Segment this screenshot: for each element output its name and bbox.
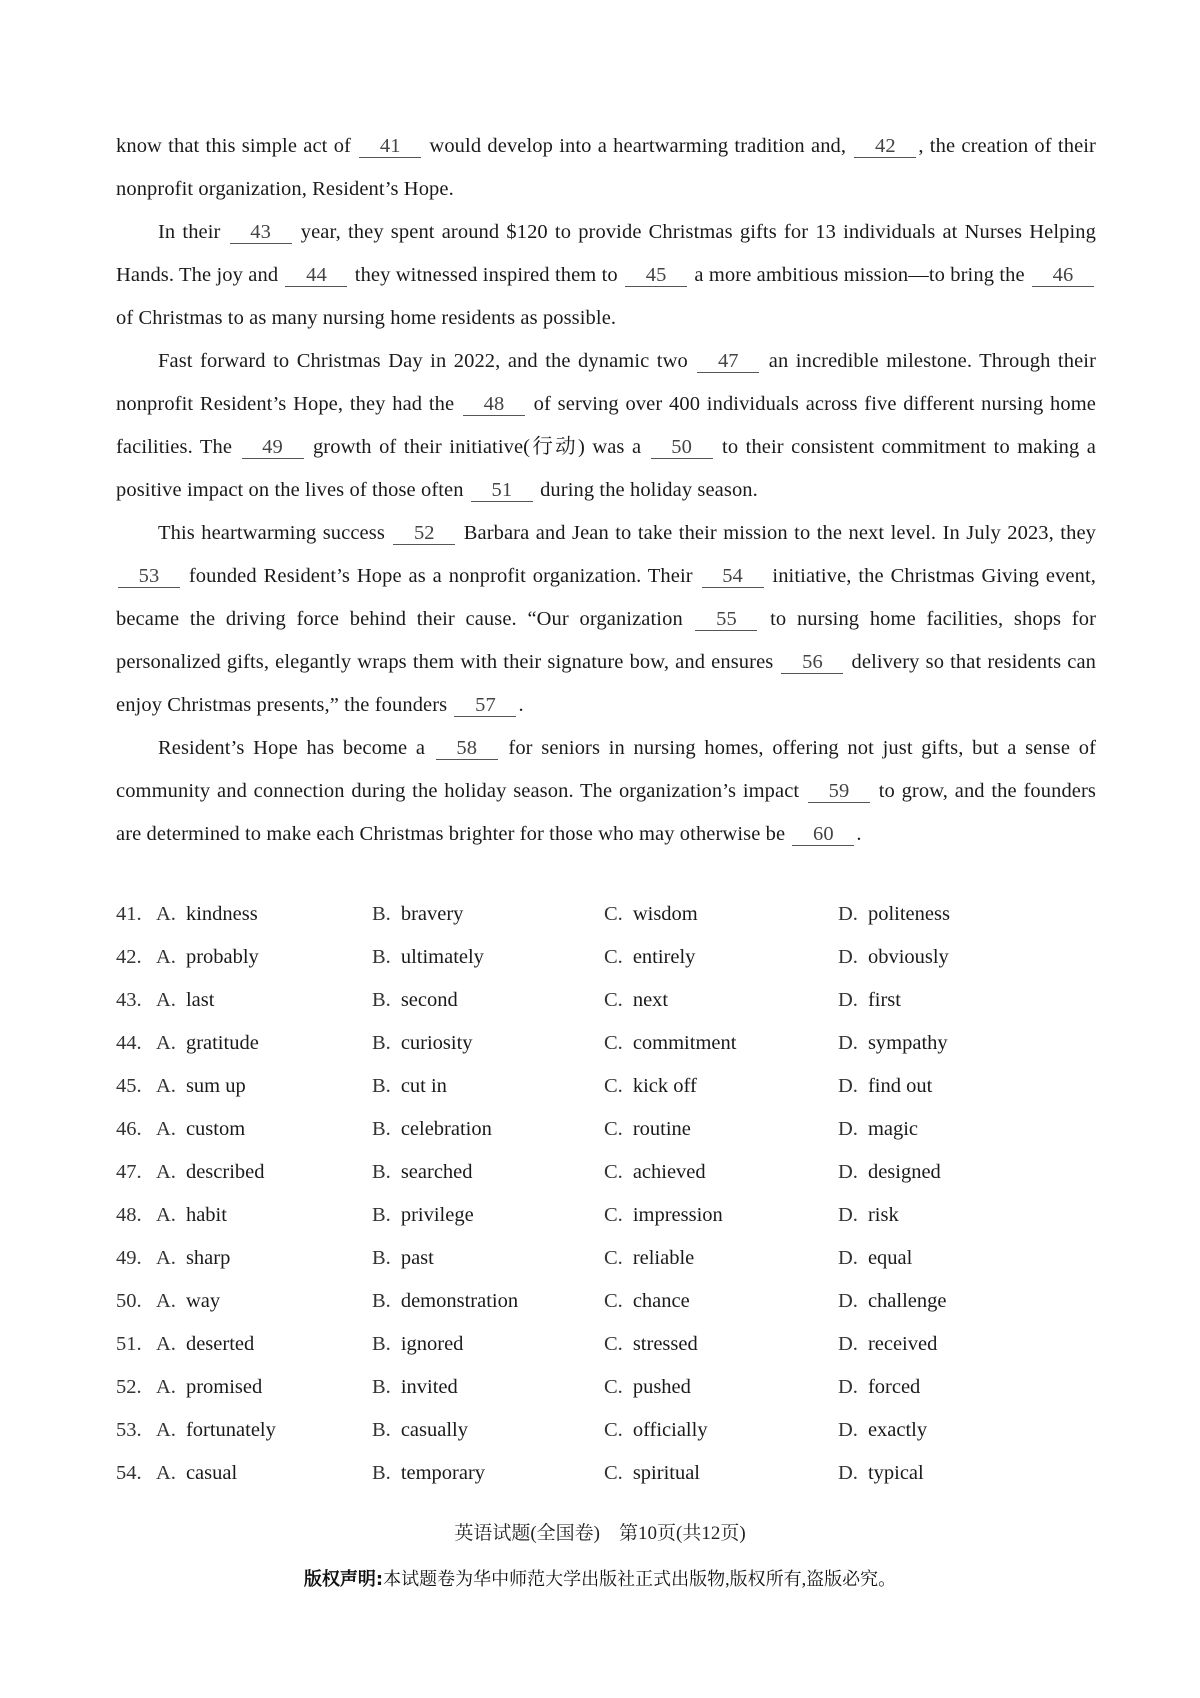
question-row [116, 1323, 1096, 1366]
option-text: designed [867, 1161, 941, 1183]
passage-text: This heartwarming success [158, 522, 392, 544]
option-text: pushed [632, 1376, 691, 1398]
option-b [372, 1151, 473, 1194]
option-text: deserted [185, 1333, 255, 1355]
option-label: C. [604, 1290, 623, 1312]
option-a [156, 1280, 220, 1323]
option-label: D. [838, 946, 858, 968]
option-b [372, 936, 484, 979]
option-a [156, 936, 259, 979]
option-label: D. [838, 1419, 858, 1441]
option-b [372, 1409, 468, 1452]
option-text: demonstration [400, 1290, 519, 1312]
passage-text: for seniors in nursing homes, offering not just gifts, but a sense of community and connection during the holiday season. The organization’s impact [116, 737, 1097, 802]
question-number: 41. [116, 903, 142, 925]
option-text: cut in [400, 1075, 447, 1097]
option-text: second [400, 989, 458, 1011]
option-text: last [185, 989, 215, 1011]
option-text: challenge [867, 1290, 947, 1312]
question-number: 46. [116, 1118, 142, 1140]
option-text: first [867, 989, 901, 1011]
option-c [604, 1452, 700, 1495]
option-text: temporary [400, 1462, 486, 1484]
question-number: 44. [116, 1032, 142, 1054]
option-d [838, 1409, 927, 1452]
blank-41: 41 [359, 135, 421, 158]
option-text: exactly [867, 1419, 928, 1441]
passage-text: initiative, the Christmas Giving event, became the driving force behind their cause. “Our organization [116, 565, 1096, 630]
option-label: B. [372, 1290, 391, 1312]
option-b [372, 893, 463, 936]
passage-paragraph [116, 340, 1096, 512]
option-label: D. [838, 1333, 858, 1355]
option-label: A. [156, 1161, 176, 1183]
option-c [604, 1409, 708, 1452]
option-label: C. [604, 1247, 623, 1269]
option-a [156, 1323, 254, 1366]
option-text: sympathy [867, 1032, 948, 1054]
passage-text: an incredible milestone. Through their nonprofit Resident’s Hope, they had the [116, 350, 1096, 415]
option-text: next [632, 989, 669, 1011]
option-a [156, 979, 214, 1022]
blank-59: 59 [808, 780, 870, 803]
option-d [838, 1108, 918, 1151]
option-d [838, 1452, 924, 1495]
passage-text: of serving over 400 individuals across five different nursing home facilities. The [116, 393, 1096, 458]
passage-paragraph [116, 727, 1096, 856]
option-text: probably [185, 946, 259, 968]
option-label: B. [372, 1333, 391, 1355]
option-label: B. [372, 1032, 391, 1054]
blank-49: 49 [242, 436, 304, 459]
passage [116, 125, 1096, 856]
option-a [156, 1194, 227, 1237]
option-label: D. [838, 1247, 858, 1269]
option-text: routine [632, 1118, 691, 1140]
option-label: C. [604, 1075, 623, 1097]
option-d [838, 1366, 920, 1409]
option-text: curiosity [400, 1032, 473, 1054]
option-text: sharp [185, 1247, 231, 1269]
passage-text: of Christmas to as many nursing home residents as possible. [116, 307, 617, 329]
option-text: invited [400, 1376, 458, 1398]
blank-53: 53 [118, 565, 180, 588]
option-label: C. [604, 1333, 623, 1355]
question-number: 54. [116, 1462, 142, 1484]
option-c [604, 1323, 698, 1366]
question-number: 51. [116, 1333, 142, 1355]
blank-44: 44 [285, 264, 347, 287]
option-b [372, 1065, 447, 1108]
option-label: B. [372, 1419, 391, 1441]
option-text: stressed [632, 1333, 698, 1355]
option-d [838, 1237, 912, 1280]
option-label: C. [604, 1161, 623, 1183]
option-label: A. [156, 989, 176, 1011]
question-row [116, 936, 1096, 979]
option-b [372, 1022, 473, 1065]
option-a [156, 1065, 246, 1108]
option-label: A. [156, 1419, 176, 1441]
option-label: D. [838, 1462, 858, 1484]
blank-45: 45 [625, 264, 687, 287]
page-footer [0, 1518, 1200, 1545]
option-c [604, 1151, 706, 1194]
option-label: A. [156, 1075, 176, 1097]
option-text: commitment [632, 1032, 737, 1054]
option-label: A. [156, 1333, 176, 1355]
option-label: D. [838, 1118, 858, 1140]
page-info: 英语试题(全国卷) 第10页(共12页) [454, 1523, 746, 1544]
question-row [116, 979, 1096, 1022]
option-c [604, 1022, 736, 1065]
option-label: D. [838, 903, 858, 925]
option-text: fortunately [185, 1419, 276, 1441]
option-label: D. [838, 1290, 858, 1312]
option-text: casual [185, 1462, 238, 1484]
blank-60: 60 [792, 823, 854, 846]
option-text: forced [867, 1376, 921, 1398]
option-text: sum up [185, 1075, 246, 1097]
option-label: B. [372, 1118, 391, 1140]
blank-43: 43 [230, 221, 292, 244]
option-b [372, 1108, 492, 1151]
passage-paragraph [116, 125, 1096, 211]
question-row [116, 1194, 1096, 1237]
option-d [838, 1022, 948, 1065]
passage-text: Fast forward to Christmas Day in 2022, and the dynamic two [158, 350, 696, 372]
option-label: C. [604, 1376, 623, 1398]
option-label: C. [604, 903, 623, 925]
option-text: bravery [400, 903, 464, 925]
option-label: C. [604, 989, 623, 1011]
option-text: described [185, 1161, 265, 1183]
option-label: A. [156, 1462, 176, 1484]
question-row [116, 1237, 1096, 1280]
option-b [372, 1323, 463, 1366]
option-label: C. [604, 1419, 623, 1441]
option-label: A. [156, 1204, 176, 1226]
option-text: spiritual [632, 1462, 700, 1484]
option-label: A. [156, 1290, 176, 1312]
option-c [604, 893, 698, 936]
passage-text: to nursing home facilities, shops for personalized gifts, elegantly wraps them with their signature bow, and ensures [116, 608, 1096, 673]
question-row [116, 1108, 1096, 1151]
option-text: kick off [632, 1075, 697, 1097]
passage-text: , the creation of their nonprofit organization, Resident’s Hope. [116, 135, 1096, 200]
passage-text: to grow, and the founders are determined to make each Christmas brighter for those who may otherwise be [116, 780, 1096, 845]
option-label: B. [372, 1462, 391, 1484]
option-text: typical [867, 1462, 924, 1484]
option-a [156, 1366, 262, 1409]
question-row [116, 1409, 1096, 1452]
option-d [838, 1194, 899, 1237]
blank-55: 55 [695, 608, 757, 631]
passage-paragraph [116, 512, 1096, 727]
question-options [116, 893, 1096, 1495]
blank-56: 56 [781, 651, 843, 674]
passage-text: In their [158, 221, 228, 243]
option-label: D. [838, 1161, 858, 1183]
option-text: way [185, 1290, 221, 1312]
blank-42: 42 [854, 135, 916, 158]
option-c [604, 1237, 694, 1280]
passage-text: year, they spent around $120 to provide Christmas gifts for 13 individuals at Nurses Helping Hands. The joy and [116, 221, 1097, 286]
option-a [156, 1151, 264, 1194]
option-d [838, 1280, 946, 1323]
option-text: politeness [867, 903, 950, 925]
option-a [156, 1237, 230, 1280]
question-row [116, 1151, 1096, 1194]
option-a [156, 1409, 276, 1452]
option-d [838, 936, 949, 979]
passage-text: to their consistent commitment to making a positive impact on the lives of those often [116, 436, 1096, 501]
option-label: D. [838, 1075, 858, 1097]
option-label: D. [838, 989, 858, 1011]
option-label: B. [372, 989, 391, 1011]
option-b [372, 1194, 474, 1237]
blank-52: 52 [393, 522, 455, 545]
option-text: find out [867, 1075, 933, 1097]
option-text: equal [867, 1247, 913, 1269]
passage-text: Resident’s Hope has become a [158, 737, 434, 759]
option-text: past [400, 1247, 434, 1269]
option-label: B. [372, 1376, 391, 1398]
option-text: entirely [632, 946, 696, 968]
question-row [116, 1452, 1096, 1495]
question-number: 53. [116, 1419, 142, 1441]
option-label: A. [156, 946, 176, 968]
option-text: achieved [632, 1161, 706, 1183]
option-d [838, 1151, 941, 1194]
passage-text: delivery so that residents can enjoy Christmas presents,” the founders [116, 651, 1096, 716]
option-label: B. [372, 1161, 391, 1183]
option-label: B. [372, 903, 391, 925]
option-text: searched [400, 1161, 473, 1183]
option-text: ignored [400, 1333, 464, 1355]
option-a [156, 1452, 237, 1495]
blank-57: 57 [454, 694, 516, 717]
passage-text: growth of their initiative(行动) was a [305, 436, 649, 458]
option-b [372, 1280, 518, 1323]
option-text: obviously [867, 946, 949, 968]
question-number: 45. [116, 1075, 142, 1097]
passage-text: would develop into a heartwarming tradition and, [423, 135, 853, 157]
option-b [372, 1237, 434, 1280]
option-text: privilege [400, 1204, 474, 1226]
blank-48: 48 [463, 393, 525, 416]
option-label: C. [604, 1204, 623, 1226]
copyright-label: 版权声明: [303, 1569, 384, 1590]
option-label: D. [838, 1032, 858, 1054]
question-number: 49. [116, 1247, 142, 1269]
option-d [838, 979, 901, 1022]
option-c [604, 1065, 697, 1108]
option-label: A. [156, 1247, 176, 1269]
passage-paragraph [116, 211, 1096, 340]
option-label: C. [604, 1032, 623, 1054]
option-label: C. [604, 1118, 623, 1140]
question-number: 48. [116, 1204, 142, 1226]
passage-text: a more ambitious mission—to bring the [689, 264, 1030, 286]
option-text: casually [400, 1419, 468, 1441]
question-number: 50. [116, 1290, 142, 1312]
option-b [372, 1452, 485, 1495]
option-d [838, 1065, 932, 1108]
passage-text: Barbara and Jean to take their mission to the next level. In July 2023, they [457, 522, 1096, 544]
blank-54: 54 [702, 565, 764, 588]
option-a [156, 1108, 245, 1151]
option-label: D. [838, 1376, 858, 1398]
option-text: celebration [400, 1118, 492, 1140]
question-number: 42. [116, 946, 142, 968]
option-text: promised [185, 1376, 263, 1398]
question-row [116, 1366, 1096, 1409]
passage-text: during the holiday season. [534, 479, 758, 501]
option-text: reliable [632, 1247, 695, 1269]
option-label: B. [372, 1247, 391, 1269]
option-c [604, 936, 695, 979]
option-text: gratitude [185, 1032, 259, 1054]
option-b [372, 979, 458, 1022]
question-number: 52. [116, 1376, 142, 1398]
passage-text: . [518, 694, 524, 716]
passage-text: they witnessed inspired them to [349, 264, 624, 286]
option-text: kindness [185, 903, 258, 925]
option-d [838, 893, 950, 936]
question-row [116, 1022, 1096, 1065]
question-row [116, 893, 1096, 936]
question-row [116, 1280, 1096, 1323]
option-c [604, 1194, 723, 1237]
option-a [156, 893, 258, 936]
option-text: officially [632, 1419, 708, 1441]
option-text: magic [867, 1118, 919, 1140]
option-text: wisdom [632, 903, 698, 925]
option-text: impression [632, 1204, 723, 1226]
blank-47: 47 [697, 350, 759, 373]
option-a [156, 1022, 259, 1065]
blank-58: 58 [436, 737, 498, 760]
question-number: 43. [116, 989, 142, 1011]
blank-46: 46 [1032, 264, 1094, 287]
option-label: A. [156, 1118, 176, 1140]
option-c [604, 1108, 691, 1151]
option-c [604, 1280, 690, 1323]
blank-51: 51 [471, 479, 533, 502]
passage-text: know that this simple act of [116, 135, 358, 157]
copyright-text: 本试题卷为华中师范大学出版社正式出版物,版权所有,盗版必究。 [383, 1569, 897, 1589]
option-label: A. [156, 1376, 176, 1398]
option-label: B. [372, 1204, 391, 1226]
option-text: received [867, 1333, 938, 1355]
option-label: D. [838, 1204, 858, 1226]
option-c [604, 979, 668, 1022]
option-label: B. [372, 1075, 391, 1097]
question-row [116, 1065, 1096, 1108]
option-b [372, 1366, 458, 1409]
passage-text: . [856, 823, 862, 845]
option-label: A. [156, 1032, 176, 1054]
option-text: chance [632, 1290, 690, 1312]
copyright-notice [0, 1565, 1200, 1591]
option-c [604, 1366, 691, 1409]
option-text: risk [867, 1204, 899, 1226]
option-text: ultimately [400, 946, 484, 968]
option-label: C. [604, 1462, 623, 1484]
passage-text: founded Resident’s Hope as a nonprofit organization. Their [182, 565, 700, 587]
option-label: B. [372, 946, 391, 968]
option-label: C. [604, 946, 623, 968]
question-number: 47. [116, 1161, 142, 1183]
blank-50: 50 [651, 436, 713, 459]
option-d [838, 1323, 937, 1366]
option-text: habit [185, 1204, 227, 1226]
option-label: A. [156, 903, 176, 925]
option-text: custom [185, 1118, 246, 1140]
